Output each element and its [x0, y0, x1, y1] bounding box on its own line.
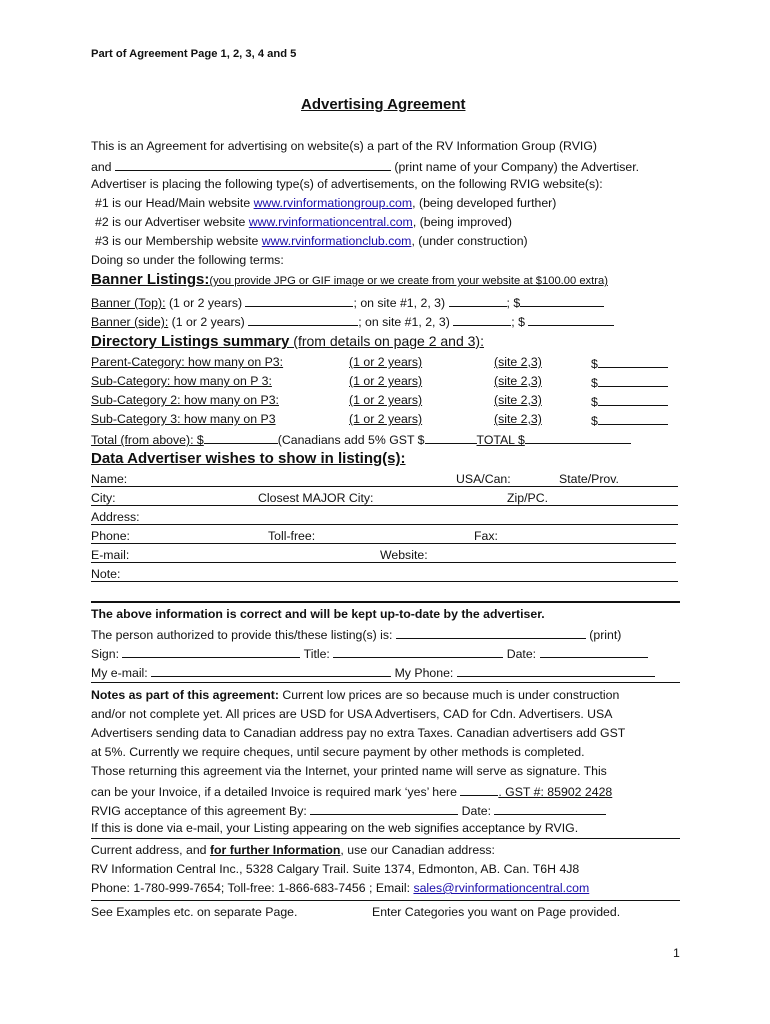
banner-top-dollar: ; $ [506, 296, 521, 310]
notes-line-4: at 5%. Currently we require cheques, until secure payment by other methods is completed. [91, 745, 585, 759]
contact-intro-rest: , use our Canadian address: [340, 843, 495, 857]
directory-heading-rest: (from details on page 2 and 3): [289, 333, 484, 349]
gst-label: (Canadians add 5% GST $ [277, 433, 425, 447]
banner-top-site-blank[interactable] [449, 294, 507, 307]
site-3-prefix: #3 is our Membership website [95, 234, 262, 248]
row-dollar: $ [591, 395, 598, 409]
contact-email-link[interactable]: sales@rvinformationcentral.com [413, 881, 590, 895]
banner-top-years-blank[interactable] [245, 294, 353, 307]
banner-top-row [91, 294, 604, 310]
banner-top-amount-blank[interactable] [520, 294, 604, 307]
directory-row [91, 374, 349, 388]
row-amount-blank[interactable] [598, 355, 668, 368]
site-1-suffix: , (being developed further) [412, 196, 557, 210]
title-blank[interactable] [333, 645, 503, 658]
row-amount-blank[interactable] [598, 374, 668, 387]
accept-by-blank[interactable] [310, 802, 458, 815]
name-line[interactable] [91, 486, 678, 487]
usa-can-label: USA/Can: [456, 472, 511, 486]
tollfree-label: Toll-free: [268, 529, 316, 543]
accept-row [91, 802, 606, 818]
row-dollar: $ [591, 357, 598, 371]
notes-line-2: and/or not complete yet. All prices are USD for USA Advertisers, CAD for Cdn. Advertisers. USA [91, 707, 613, 721]
site-3-link[interactable]: www.rvinformationclub.com [261, 234, 412, 248]
notes-line-1-rest: Current low prices are so because much is under construction [278, 688, 620, 702]
email-label: E-mail: [91, 548, 130, 562]
and-label: and [91, 160, 112, 174]
city-label: City: [91, 491, 116, 505]
print-name-label: (print name of your Company) the Advertiser. [394, 160, 640, 174]
total-caps-label: TOTAL $ [476, 433, 525, 447]
row-label: Parent-Category: how many on P3: [91, 355, 284, 369]
person-blank[interactable] [396, 626, 586, 639]
further-info-label: for further Information [209, 843, 341, 857]
accept-label: RVIG acceptance of this agreement By: [91, 804, 307, 818]
data-heading: Data Advertiser wishes to show in listing(s): [91, 450, 406, 467]
site-2-prefix: #2 is our Advertiser website [95, 215, 249, 229]
contact-intro: Current address, and [91, 843, 210, 857]
site-1-prefix: #1 is our Head/Main website [95, 196, 254, 210]
print-label: (print) [589, 628, 622, 642]
row-dollar: $ [591, 376, 598, 390]
contact-line-3 [91, 881, 589, 895]
row-label: Sub-Category 2: how many on P3: [91, 393, 279, 407]
site-2-suffix: , (being improved) [412, 215, 512, 229]
row-amount-blank[interactable] [598, 393, 668, 406]
total-label: Total (from above): $ [91, 433, 204, 447]
my-email-row [91, 664, 655, 680]
state-label: State/Prov. [559, 472, 619, 486]
invoice-text: can be your Invoice, if a detailed Invoice is required mark ‘yes’ here [91, 785, 457, 799]
intro-line-3: Advertiser is placing the following type(s) of advertisements, on the following RVIG website(s): [91, 177, 603, 191]
accept-date-blank[interactable] [494, 802, 606, 815]
address-line[interactable] [91, 524, 678, 525]
banner-heading: Banner Listings: [91, 271, 210, 288]
contact-address: RV Information Central Inc., 5328 Calgary Trail. Suite 1374, Edmonton, AB. Can. T6H 4J8 [91, 862, 580, 876]
person-row [91, 626, 621, 642]
banner-side-years-blank[interactable] [248, 313, 358, 326]
row-amount[interactable] [591, 355, 668, 371]
row-amount[interactable] [591, 374, 668, 390]
sign-blank[interactable] [122, 645, 300, 658]
contact-divider [91, 900, 680, 901]
banner-top-years: (1 or 2 years) [168, 296, 243, 310]
row-amount[interactable] [591, 393, 668, 409]
row-site: (site 2,3) [494, 412, 542, 426]
banner-side-dollar: ; $ [511, 315, 525, 329]
row-label: Sub-Category 3: how many on P3 [91, 412, 276, 426]
notes-line-3: Advertisers sending data to Canadian address pay no extra Taxes. Canadian advertisers add GST [91, 726, 626, 740]
page-title: Advertising Agreement [301, 96, 466, 113]
my-email-blank[interactable] [151, 664, 391, 677]
website-label: Website: [380, 548, 428, 562]
phone-label: Phone: [91, 529, 130, 543]
sign-row [91, 645, 648, 661]
directory-total-row [91, 431, 631, 447]
site-3-suffix: , (under construction) [411, 234, 528, 248]
gst-number: . GST #: 85902 2428 [498, 785, 613, 799]
row-amount[interactable] [591, 412, 668, 428]
row-label: Sub-Category: how many on P 3: [91, 374, 272, 388]
row-site: (site 2,3) [494, 355, 542, 369]
intro-line-2 [91, 158, 639, 174]
site-2-line [95, 215, 512, 229]
footer-categories: Enter Categories you want on Page provided. [372, 905, 621, 919]
terms-line: Doing so under the following terms: [91, 253, 284, 267]
confirm-divider [91, 682, 680, 683]
contact-phones: Phone: 1-780-999-7654; Toll-free: 1-866-683-7456 ; Email: [91, 881, 414, 895]
row-site: (site 2,3) [494, 393, 542, 407]
invoice-yes-blank[interactable] [460, 783, 498, 796]
my-email-label: My e-mail: [91, 666, 148, 680]
directory-heading-row [91, 333, 484, 351]
email-line[interactable] [91, 562, 676, 563]
notes-line-5: Those returning this agreement via the Internet, your printed name will serve as signature. This [91, 764, 607, 778]
banner-top-site: ; on site #1, 2, 3) [353, 296, 446, 310]
row-site: (site 2,3) [494, 374, 542, 388]
directory-row [91, 393, 349, 407]
email-acceptance-line: If this is done via e-mail, your Listing appearing on the web signifies acceptance by RVIG. [91, 821, 579, 835]
banner-side-years: (1 or 2 years) [171, 315, 245, 329]
my-phone-blank[interactable] [457, 664, 655, 677]
footer-examples: See Examples etc. on separate Page. [91, 905, 298, 919]
banner-side-amount-blank[interactable] [528, 313, 614, 326]
banner-side-row [91, 313, 614, 329]
gst-blank[interactable] [425, 431, 477, 444]
row-years: (1 or 2 years) [349, 393, 423, 407]
contact-line-1 [91, 843, 495, 857]
zip-label: Zip/PC. [507, 491, 548, 505]
my-phone-label: My Phone: [394, 666, 454, 680]
phone-line[interactable] [91, 543, 676, 544]
site-2-link[interactable]: www.rvinformationcentral.com [248, 215, 413, 229]
closest-city-label: Closest MAJOR City: [258, 491, 374, 505]
header-note: Part of Agreement Page 1, 2, 3, 4 and 5 [91, 48, 297, 60]
date-blank[interactable] [540, 645, 648, 658]
date-label: Date: [506, 647, 537, 661]
banner-side-site-blank[interactable] [453, 313, 511, 326]
person-label: The person authorized to provide this/these listing(s) is: [91, 628, 393, 642]
page-number: 1 [673, 946, 680, 960]
row-dollar: $ [591, 414, 598, 428]
total-blank[interactable] [204, 431, 278, 444]
directory-rows [91, 355, 671, 435]
notes-line-6 [91, 783, 612, 799]
intro-line-1: This is an Agreement for advertising on website(s) a part of the RV Information Group (RVIG) [91, 139, 597, 153]
banner-side-site: ; on site #1, 2, 3) [358, 315, 450, 329]
fax-label: Fax: [474, 529, 498, 543]
accept-date-label: Date: [461, 804, 492, 818]
banner-heading-row [91, 271, 608, 289]
row-years: (1 or 2 years) [349, 374, 423, 388]
confirm-statement: The above information is correct and will be kept up-to-date by the advertiser. [91, 607, 545, 621]
company-name-blank[interactable] [115, 158, 391, 171]
note-line[interactable] [91, 581, 678, 582]
site-1-line [95, 196, 556, 210]
banner-top-label: Banner (Top): [91, 296, 166, 310]
city-line[interactable] [91, 505, 678, 506]
notes-line-1 [91, 688, 619, 702]
site-3-line [95, 234, 528, 248]
row-years: (1 or 2 years) [349, 355, 423, 369]
notes-lead: Notes as part of this agreement: [91, 688, 279, 702]
notes-divider [91, 838, 680, 839]
banner-heading-note: (you provide JPG or GIF image or we create from your website at $100.00 extra) [209, 275, 608, 287]
directory-row [91, 355, 349, 369]
site-1-link[interactable]: www.rvinformationgroup.com [253, 196, 413, 210]
sign-label: Sign: [91, 647, 120, 661]
row-years: (1 or 2 years) [349, 412, 423, 426]
banner-side-label: Banner (side): [91, 315, 169, 329]
directory-heading: Directory Listings summary [91, 333, 290, 350]
note-label: Note: [91, 567, 121, 581]
row-amount-blank[interactable] [598, 412, 668, 425]
directory-row [91, 412, 349, 426]
grand-total-blank[interactable] [525, 431, 631, 444]
name-label: Name: [91, 472, 128, 486]
title-label: Title: [303, 647, 330, 661]
section-divider [91, 601, 680, 603]
address-label: Address: [91, 510, 140, 524]
